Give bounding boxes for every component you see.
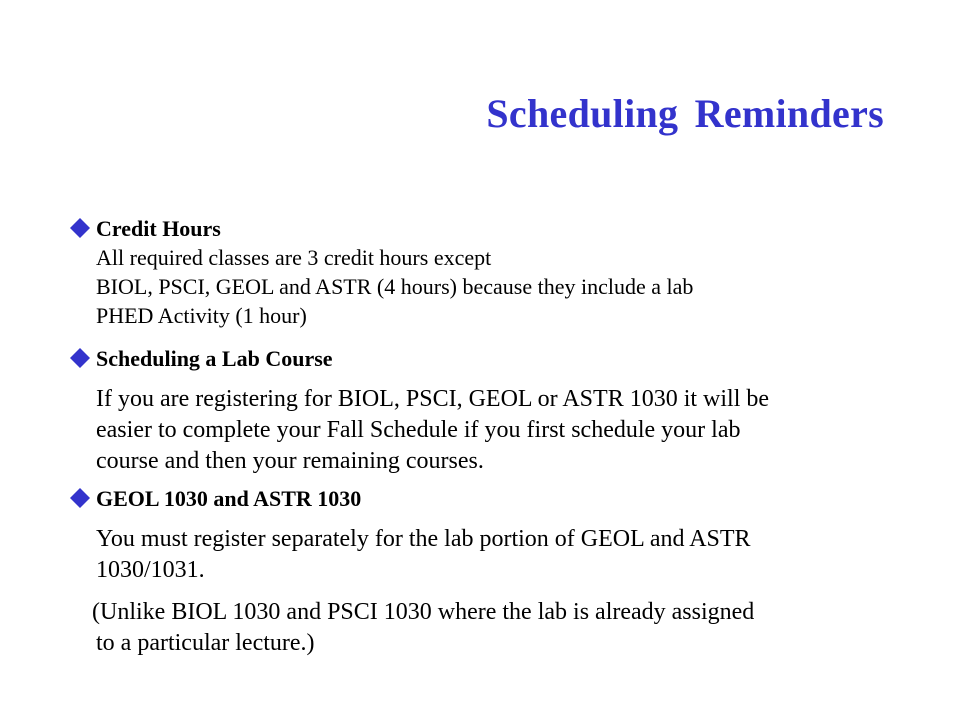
credit-hours-heading: Credit Hours <box>96 216 221 241</box>
diamond-bullet-icon <box>68 346 92 370</box>
lab-course-heading: Scheduling a Lab Course <box>96 346 333 371</box>
geol-astr-note <box>92 597 902 659</box>
lab-course-body <box>96 384 906 477</box>
credit-hours-line: PHED Activity (1 hour) <box>96 303 307 328</box>
geol-astr-line: 1030/1031. <box>96 557 205 583</box>
lab-course-line: course and then your remaining courses. <box>96 448 484 474</box>
geol-astr-heading: GEOL 1030 and ASTR 1030 <box>96 486 362 511</box>
geol-astr-line: You must register separately for the lab portion of GEOL and ASTR <box>96 526 751 552</box>
lab-course-line: easier to complete your Fall Schedule if you first schedule your lab <box>96 417 741 443</box>
geol-astr-note-line: (Unlike BIOL 1030 and PSCI 1030 where the lab is already assigned <box>92 599 755 625</box>
geol-astr-note-line: to a particular lecture.) <box>96 630 315 656</box>
lab-course-line: If you are registering for BIOL, PSCI, GEOL or ASTR 1030 it will be <box>96 386 770 412</box>
diamond-bullet-icon <box>68 486 92 510</box>
geol-astr-item <box>96 484 906 513</box>
slide-title: Scheduling Reminders <box>486 91 884 136</box>
geol-astr-body <box>96 524 906 586</box>
lab-course-item <box>96 344 906 373</box>
credit-hours-item <box>96 214 906 330</box>
credit-hours-line: All required classes are 3 credit hours except <box>96 245 492 270</box>
credit-hours-line: BIOL, PSCI, GEOL and ASTR (4 hours) because they include a lab <box>96 274 694 299</box>
diamond-bullet-icon <box>68 216 92 240</box>
